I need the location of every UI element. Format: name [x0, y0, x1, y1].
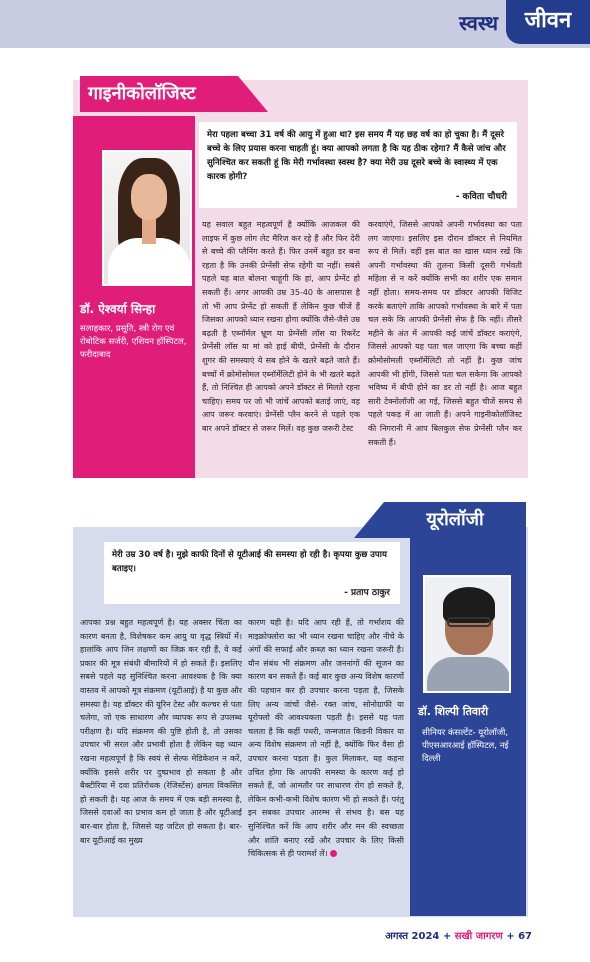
gynae-question-box — [199, 122, 517, 208]
gynae-doctor-info — [80, 300, 192, 362]
uro-doctor-info — [418, 704, 522, 766]
gynae-doctor-desc: सलाहकार, प्रसूति, स्त्री रोग एवं रोबोटिक सर्जरी, एशियन हॉस्पिटल, फरीदाबाद — [80, 324, 187, 360]
uro-answer-col-2 — [248, 616, 404, 912]
section-tab: जीवन — [506, 0, 590, 44]
section-title: स्वस्थ — [458, 11, 498, 35]
footer-brand: सखी जागरण — [454, 931, 503, 942]
uro-label: यूरोलॉजी — [384, 502, 526, 538]
footer-month: अगस्त 2024 — [385, 931, 440, 942]
end-mark-icon — [330, 850, 337, 857]
page-footer: अगस्त 2024 + सखी जागरण + 67 — [385, 931, 532, 942]
gynae-doctor-name: डॉ. ऐश्वर्या सिन्हा — [80, 302, 156, 316]
page-number: 67 — [518, 931, 532, 942]
doctor-photo-gynae — [102, 150, 192, 286]
gynae-label: गाइनीकोलॉजिस्ट — [80, 76, 238, 112]
gynae-question: मेरा पहला बच्चा 31 वर्ष की आयु में हुआ था? इस समय मैं यह छह वर्ष का हो चुका है। मैं दूसरे बच्चे के लिए प्रयास करना चाहती हूं। क्या आपको लगता है कि यह ठीक रहेगा? मैं कैसे जांच और सुनिश्चित कर सकती हूं कि मेरी गर्भावस्था स्वस्थ है? क्या मेरी उम्र दूसरे बच्चे के स्वास्थ्य में एक कारक होगी? — [207, 130, 506, 182]
uro-doctor-desc: सीनियर कंसल्टेंट- यूरोलॉजी, पीएसआरआई हॉस्पिटल, नई दिल्ली — [422, 728, 509, 764]
uro-question-box — [104, 542, 400, 604]
gynae-answer-col-1: यह सवाल बहुत महत्वपूर्ण है क्योंकि आजकल की लाइफ में कुछ लोग लेट मैरिज कर रहे हैं और फिर देरी से बच्चे की प्लैनिंग करते हैं। फिर उनमें बहुत डर बना रहता है कि उनकी प्रेग्नेंसी सेफ रहेगी या नहीं। सबसे पहले यह बात बोलना चाहूंगी कि हां, आप प्रेग्नेंट हो सकती हैं। अगर आपकी उम्र 35-40 के आसपास है तो भी आप प्रेग्नेंट हो सकती हैं लेकिन कुछ चीजें हैं जिसका आपको ध्यान रखना होगा क्योंकि जैसे-जैसे उम्र बढ़ती है एब्नॉर्मल भ्रूण या प्रेग्नेंसी लॉस या रिकरेंट प्रेग्नेंसी लॉस या मां को हाई बीपी, प्रेग्नेंसी के दौरान शुगर की समस्याएं ये सब होने के खतरे बढ़ते जाते हैं। बच्चों में क्रोमोसोमल एब्नॉर्मेलिटी होने के भी खतरे बढ़ते हैं, तो निश्चित ही आपको अपने डॉक्टर से मिलते रहना चाहिए। समय पर जो भी जांचें आपको बताई जाएं, वह आप जरूर करवाएं। प्रेग्नेंसी प्लैन करने से पहले एक बार अपने डॉक्टर से जरूर मिलें। वह कुछ जरूरी टेस्ट — [202, 220, 360, 433]
uro-doctor-name: डॉ. शिल्पी तिवारी — [418, 705, 489, 718]
uro-asker: - प्रताप ठाकुर — [344, 588, 390, 598]
uro-answer-col-1: आपका प्रश्न बहुत महत्वपूर्ण है। यह अक्सर चिंता का कारण बनता है, विशेषकर कम आयु या वृद्ध स्त्रियों में। हालांकि आप जिन लक्षणों का जिक्र कर रही हैं, वे कई प्रकार की मूत्र संबंधी बीमारियों में हो सकते हैं। इसलिए सबसे पहले यह सुनिश्चित करना आवश्यक है कि क्या वास्तव में आपको मूत्र संक्रमण (यूटीआई) है या कुछ और समस्या है। यह डॉक्टर की यूरिन टेस्ट और कल्चर से पता चलेगा, जो एक साधारण और व्यापक रूप से उपलब्ध परीक्षण है। यदि संक्रमण की पुष्टि होती है, तो उसका उपचार भी सरल और प्रभावी होता है लेकिन यह ध्यान रखना महत्वपूर्ण है कि स्वयं से सेल्फ मेडिकेशन न करें, क्योंकि इससे शरीर पर दुष्प्रभाव हो सकता है और बैक्टीरिया में दवा प्रतिरोधक (रेजिस्टेंस) क्षमता विकसित हो सकती है। यह आज के समय में एक बड़ी समस्या है, जिससे दवाओं का प्रभाव कम हो जाता है और यूटीआई बार-बार होता है, जिससे यह जटिल हो सकता है। बार-बार यूटीआई का मुख्य — [80, 618, 242, 845]
gynae-answer-col-2: करवाएंगे, जिससे आपको अपनी गर्भावस्था का पता लग जाएगा। इसलिए इस दौरान डॉक्टर से नियमित रूप से मिलें। वहीं इस बात का खास ध्यान रखें कि अपनी गर्भावस्था की तुलना किसी दूसरी गर्भवती महिला से न करें क्योंकि सभी का शरीर एक समान नहीं होता। समय-समय पर डॉक्टर आपकी विजिट करके बताएंगे ताकि आपको गर्भावस्था के बारे में पता चल सके कि आपकी प्रेग्नेंसी सेफ है कि नहीं। तीसरे महीने के अंत में आपकी कई जांचें डॉक्टर कराएंगे, जिससे आपको यह पता चल जाएगा कि बच्चा कहीं क्रोमोसोमली एब्नॉर्मेलिटी तो नहीं है। कुछ जांच आपकी भी होंगी, जिससे पता चल सकेगा कि आपको भविष्य में बीपी होने का डर तो नहीं है। आज बहुत सारी टेक्नोलॉजी आ गई, जिससे बहुत चीजें समय से पहले पकड़ में आ जाती हैं। अपने गाइनीकोलॉजिस्ट की निगरानी में आप बिलकुल सेफ प्रेग्नेंसी प्लैन कर सकती हैं। — [368, 220, 522, 447]
gynae-asker: - कविता चौधरी — [455, 192, 507, 202]
doctor-photo-uro — [423, 575, 511, 693]
top-bar — [0, 0, 590, 48]
uro-question: मेरी उम्र 30 वर्ष है। मुझे काफी दिनों से यूटीआई की समस्या हो रही है। कृपया कुछ उपाय बताइए। — [112, 550, 387, 574]
uro-answer-col-2-text: कारण यही है। यदि आप रही हैं, तो गर्भाशय की माइक्रोफ्लोरा का भी ध्यान रखना चाहिए और नीचे के अंगों की सफाई और क़ब्ज़ का ध्यान रखना जरूरी है। यौन संबंध भी संक्रमण और जननांगों की सूजन का कारण बन सकते हैं। कई बार कुछ अन्य विशेष कारणों की पहचान कर ही उपचार करना पड़ता है, जिसके लिए अन्य जांचों जैसे- रक्त जांच, सोनोग्राफी या यूरोफ्लो की आवश्यकता पड़ती है। इससे यह पता चलता है कि कहीं पथरी, जन्मजात किडनी विकार या अन्य विशेष संक्रमण तो नहीं है, क्योंकि फिर वैसा ही उपचार करना पड़ता है। कुल मिलाकर, यह कहना उचित होगा कि आपकी समस्या के कारण कई हो सकते हैं, जो आमतौर पर साधारण रोग हो सकते हैं, लेकिन कभी-कभी विशेष कारण भी हो सकते हैं। परंतु इन सबका उपचार आरम्भ से संभव है। बस यह सुनिश्चित करें कि आप शरीर और मन की स्वच्छता और शांति बनाए रखें और उपचार के लिए किसी चिकित्सक से ही परामर्श लें। — [248, 618, 404, 859]
